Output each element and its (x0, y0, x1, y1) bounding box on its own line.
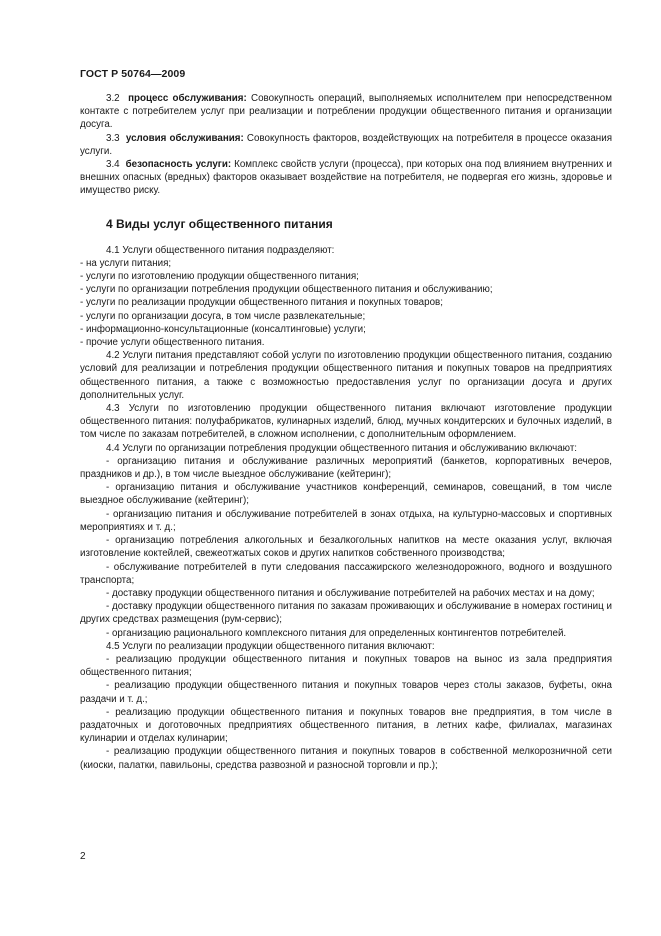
definition-3-2: 3.2 процесс обслуживания: Совокупность операций, выполняемых исполнителем при непосредственном контакте с потребителем услуг при реализации и потреблении продукции общественного питания и организации досуга. (80, 93, 612, 131)
list-item: - организацию питания и обслуживание различных мероприятий (банкетов, корпоративных вечеров, праздников и др.), в том числе выездное обслуживание (кейтеринг); (80, 455, 612, 481)
definition-3-3: 3.3 условия обслуживания: Совокупность факторов, воздействующих на потребителя в процессе оказания услуги. (80, 132, 612, 157)
list-item: - на услуги питания; (80, 257, 172, 269)
paragraph-4-4: 4.4 Услуги по организации потребления продукции общественного питания и обслуживанию включают: (106, 442, 578, 454)
term: процесс обслуживания: (128, 93, 247, 104)
list-item: - услуги по изготовлению продукции общественного питания; (80, 271, 359, 283)
list-item: - реализацию продукции общественного питания и покупных товаров через столы заказов, буфеты, окна раздачи и т. д.; (80, 680, 612, 705)
list-item: - прочие услуги общественного питания. (80, 337, 265, 349)
list-item: - реализацию продукции общественного питания и покупных товаров вне предприятия, в том числе в раздаточных и доготовочных предприятиях общественного питания, в летних кафе, филиалах, магазинах кулинарии и отделах кулинарии; (80, 706, 612, 745)
list-item: - услуги по организации досуга, в том числе развлекательные; (80, 310, 366, 322)
list-item: - обслуживание потребителей в пути следования пассажирского железнодорожного, водного и воздушного транспорта; (80, 561, 612, 586)
paragraph-4-5: 4.5 Услуги по реализации продукции общественного питания включают: (106, 640, 435, 652)
paragraph-4-1: 4.1 Услуги общественного питания подразделяют: (106, 244, 335, 256)
term: безопасность услуги: (125, 159, 232, 171)
list-item: - организацию питания и обслуживание участников конференций, семинаров, совещаний, в том числе выездное обслуживание (кейтеринг); (80, 482, 612, 507)
list-item: - информационно-консультационные (консалтинговые) услуги; (80, 323, 366, 335)
definition-3-4: 3.4 безопасность услуги: Комплекс свойств услуги (процесса), при которых она под влиянием внутренних и внешних опасных (вредных) факторов оказывает воздействие на потребителя, не подвергая его жизнь, здоровье и имущество риску. (80, 159, 613, 197)
page-body (80, 92, 612, 772)
list-item: - организацию потребления алкогольных и безалкогольных напитков на месте оказания услуг, включая изготовление коктейлей, свежеотжатых соков и других напитков собственного производства; (80, 535, 612, 560)
list-item: - организацию рационального комплексного питания для определенных контингентов потребителей. (106, 627, 567, 639)
document-header: ГОСТ Р 50764—2009 (80, 68, 186, 80)
list-item: - услуги по организации потребления продукции общественного питания и обслуживанию; (80, 284, 493, 296)
list-item: - организацию питания и обслуживание потребителей в зонах отдыха, на культурно-массовых и спортивных мероприятиях и т. д.; (80, 508, 612, 533)
list-item: - доставку продукции общественного питания и обслуживание потребителей на рабочих местах и на дому; (106, 587, 595, 599)
term: условия обслуживания: (125, 132, 244, 144)
page-number: 2 (80, 851, 86, 862)
list-item: - реализацию продукции общественного питания и покупных товаров на вынос из зала предприятия общественного питания; (80, 653, 612, 679)
paragraph-4-3: 4.3 Услуги по изготовлению продукции общественного питания включают изготовление продукции общественного питания: полуфабрикатов, кулинарных изделий, блюд, мучных кондитерских и булочных изделий, в том числе по заказам потребителей, в сложном исполнении, с дополнительным оформлением. (80, 403, 612, 441)
section-title: 4 Виды услуг общественного питания (106, 216, 333, 231)
list-item: - услуги по реализации продукции общественного питания и покупных товаров; (80, 297, 443, 309)
list-item: - реализацию продукции общественного питания и покупных товаров в собственной мелкорозничной сети (киоски, палатки, павильоны, средства развозной и разносной торговли и пр.); (80, 746, 612, 771)
paragraph-4-2: 4.2 Услуги питания представляют собой услуги по изготовлению продукции общественного питания, созданию условий для реализации и потребления продукции общественного питания и покупных товаров на предприятиях общественного питания, а также с возможностью предоставления услуг по организации досуга и других дополнительных услуг. (80, 350, 612, 401)
list-item: - доставку продукции общественного питания по заказам проживающих и обслуживание в номерах гостиниц и других средствах размещения (рум-сервис); (80, 601, 612, 626)
